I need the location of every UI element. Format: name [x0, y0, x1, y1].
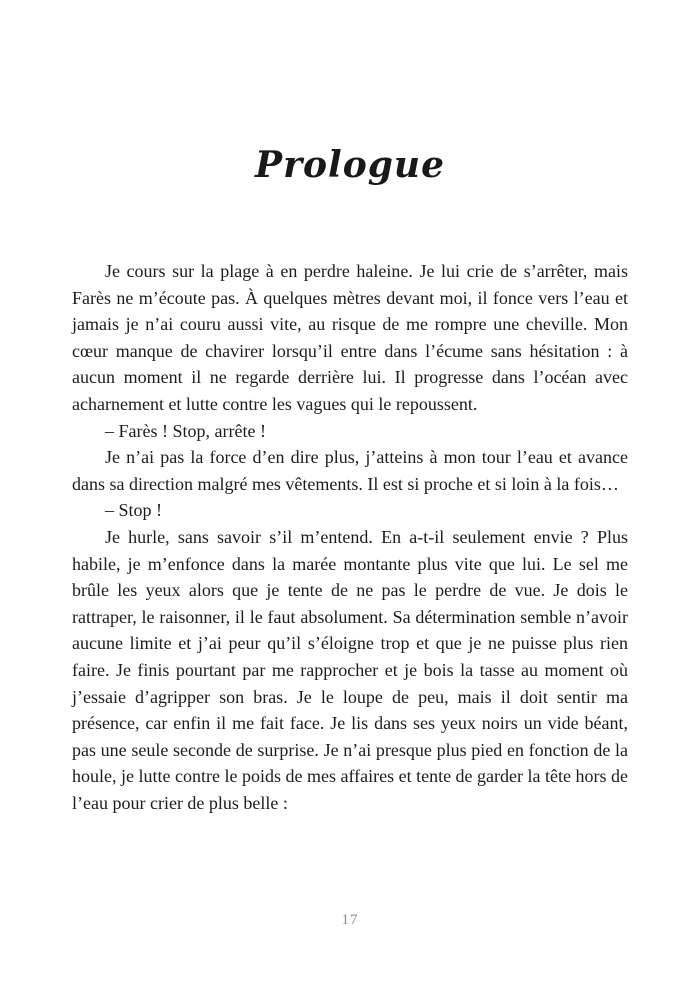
dialogue-line: – Stop ! — [105, 500, 163, 521]
chapter-title: Prologue — [255, 144, 445, 186]
dialogue-line: – Farès ! Stop, arrête ! — [105, 420, 266, 441]
paragraph: Je cours sur la plage à en perdre haleine. Je lui crie de s’arrêter, mais Farès ne m’écoute pas. À quelques mètres devant moi, il fonce vers l’eau et jamais je n’ai couru aussi vite, au risque de me rompre une cheville. Mon cœur manque de chavirer lorsqu’il entre dans l’écume sans hésitation : à aucun moment il ne regarde derrière lui. Il progresse dans l’océan avec acharnement et lutte contre les vagues qui le repoussent. — [72, 261, 628, 414]
page-number: 17 — [341, 912, 359, 928]
paragraph: Je n’ai pas la force d’en dire plus, j’atteins à mon tour l’eau et avance dans sa direction malgré mes vêtements. Il est si proche et si loin à la fois… — [72, 447, 628, 494]
paragraph: Je hurle, sans savoir s’il m’entend. En a-t-il seulement envie ? Plus habile, je m’enfonce dans la marée montante plus vite que lui. Le sel me brûle les yeux alors que je tente de ne pas le perdre de vue. Je dois le rattraper, le raisonner, il le faut absolument. Sa détermination semble n’avoir aucune limite et j’ai peur qu’il s’éloigne trop et que je ne puisse plus rien faire. Je finis pourtant par me rapprocher et je bois la tasse au moment où j’essaie d’agripper son bras. Je le loupe de peu, mais il doit sentir ma présence, car enfin il me fait face. Je lis dans ses yeux noirs un vide béant, pas une seule seconde de surprise. Je n’ai presque plus pied en fonction de la houle, je lutte contre le poids de mes affaires et tente de garder la tête hors de l’eau pour crier de plus belle : — [72, 526, 628, 813]
body-text — [72, 258, 628, 816]
